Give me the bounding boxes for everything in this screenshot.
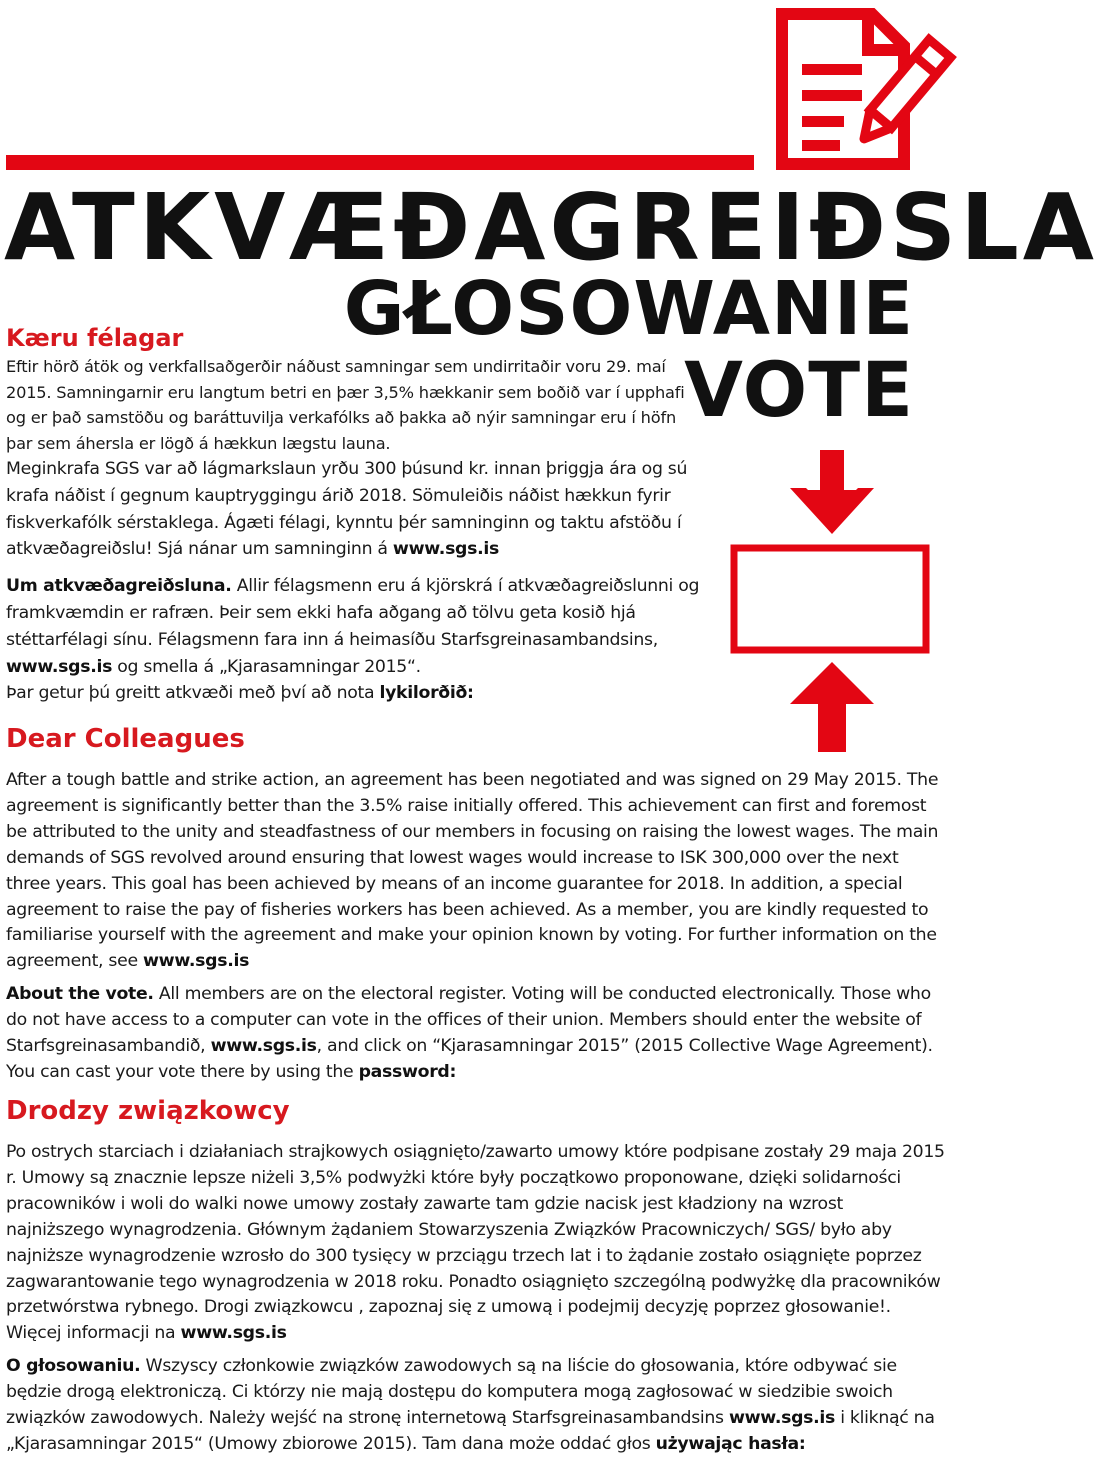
polish-paragraph-2: O głosowaniu. Wszyscy członkowie związków zawodowych są na liście do głosowania, które odbywać sie będzie drogą elektroniczą. Ci którzy nie mają dostępu do komputera mogą zagłosować w siedzibie swoich związków zawodowych. Należy wejść na stronę internetową Starfsgreinasambandsins www.sgs.is i kliknąć na „Kjarasamningar 2015“ (Umowy zbiorowe 2015). Tam dana może oddać głos używając hasła: [6, 1356, 935, 1454]
english-heading: Dear Colleagues [6, 724, 245, 754]
document-pen-icon [768, 4, 948, 170]
icelandic-heading: Kæru félagar [6, 324, 184, 352]
arrow-down-icon [786, 450, 878, 536]
vote-info-lead: About the vote. [6, 984, 154, 1005]
icelandic-paragraph-2: Meginkrafa SGS var að lágmarkslaun yrðu 300 þúsund kr. innan þriggja ára og sú krafa náðist í gegnum kauptryggingu árið 2018. Sömuleiðis náðist hækkun fyrir fiskverkafólk sérstaklega. Ágæti félagi, kynntu þér samninginn og taktu afstöðu í atkvæðagreiðslu! Sjá nánar um samninginn á www.sgs.is [6, 459, 688, 560]
english-section [6, 722, 946, 1086]
password-label: lykilorðið: [379, 683, 474, 704]
title-english: VOTE [684, 345, 914, 434]
icelandic-section [6, 322, 706, 707]
icelandic-paragraph-3: Um atkvæðagreiðsluna. Allir félagsmenn eru á kjörskrá í atkvæðagreiðslunni og framkvæmdin er rafræn. Þeir sem ekki hafa aðgang að tölvu geta kosið hjá stéttarfélagi sínu. Félagsmenn fara inn á heimasíðu Starfsgreinasambandsins, www.sgs.is og smella á „Kjarasamningar 2015“. Þar getur þú greitt atkvæði með því að nota lykilorðið: [6, 576, 700, 704]
ballot-box-icon [730, 544, 930, 654]
sgs-link[interactable]: www.sgs.is [728, 1408, 836, 1429]
sgs-link[interactable]: www.sgs.is [6, 656, 113, 677]
vote-info-lead: Um atkvæðagreiðsluna. [6, 576, 232, 597]
english-paragraph-2: About the vote. All members are on the electoral register. Voting will be conducted electronically. Those who do not have access to a computer can vote in the offices of their union. Members should enter the website of Starfsgreinasambandið, www.sgs.is, and click on “Kjarasamningar 2015” (2015 Collective Wage Agreement). You can cast your vote there by using the password: [6, 984, 933, 1082]
sgs-link[interactable]: www.sgs.is [392, 539, 499, 560]
polish-heading: Drodzy związkowcy [6, 1096, 290, 1126]
icelandic-paragraph-1: Eftir hörð átök og verkfallsaðgerðir náðust samningar sem undirritaðir voru 29. maí 2015. Samningarnir eru langtum betri en þær 3,5% hækkanir sem boðið var í upphafi og er það samstöðu og baráttuvilja verkafólks að þakka að nýir samningar eru í höfn þar sem áhersla er lögð á hækkun lægstu launa. [6, 357, 685, 453]
title-icelandic: ATKVÆÐAGREIÐSLA [4, 174, 1098, 281]
password-label: password: [358, 1061, 457, 1082]
sgs-link[interactable]: www.sgs.is [210, 1036, 317, 1057]
english-paragraph-1: After a tough battle and strike action, an agreement has been negotiated and was signed on 29 May 2015. The agreement is significantly better than the 3.5% raise initially offered. This achievement can first and foremost be attributed to the unity and steadfastness of our members in focusing on raising the lowest wages. The main demands of SGS revolved around ensuring that lowest wages would increase to ISK 300,000 over the next three years. This goal has been achieved by means of an income guarantee for 2018. In addition, a special agreement to raise the pay of fisheries workers has been achieved. As a member, you are kindly requested to familiarise yourself with the agreement and make your opinion known by voting. For further information on the agreement, see www.sgs.is [6, 770, 939, 972]
title-polish: GŁOSOWANIE [343, 266, 914, 352]
sgs-link[interactable]: www.sgs.is [143, 951, 250, 972]
header-accent-bar [6, 155, 754, 170]
polish-section [6, 1094, 946, 1458]
vote-info-lead: O głosowaniu. [6, 1356, 141, 1377]
sgs-link[interactable]: www.sgs.is [180, 1323, 287, 1344]
polish-paragraph-1: Po ostrych starciach i działaniach strajkowych osiągnięto/zawarto umowy które podpisane zostały 29 maja 2015 r. Umowy są znacznie lepsze niżeli 3,5% podwyżki które były początkowo proponowane, dzięki solidarności pracowników i woli do walki nowe umowy zostały zawarte tam gdzie nacisk jest kładziony na wzrost najniższego wynagrodzenia. Głównym żądaniem Stowarzyszenia Związków Pracowniczych/ SGS/ było aby najniższe wynagrodzenie wzrosło do 300 tysięcy w przciągu trzech lat i to żądanie zostało osiągnięte poprzez zagwarantowanie tego wynagrodzenia w 2018 roku. Ponadto osiągnięto szczególną podwyżkę dla pracowników przetwórstwa rybnego. Drogi związkowcu , zapoznaj się z umową i podejmij decyzję poprzez głosowanie!. Więcej informacji na www.sgs.is [6, 1142, 945, 1344]
password-label: używając hasła: [655, 1433, 806, 1454]
